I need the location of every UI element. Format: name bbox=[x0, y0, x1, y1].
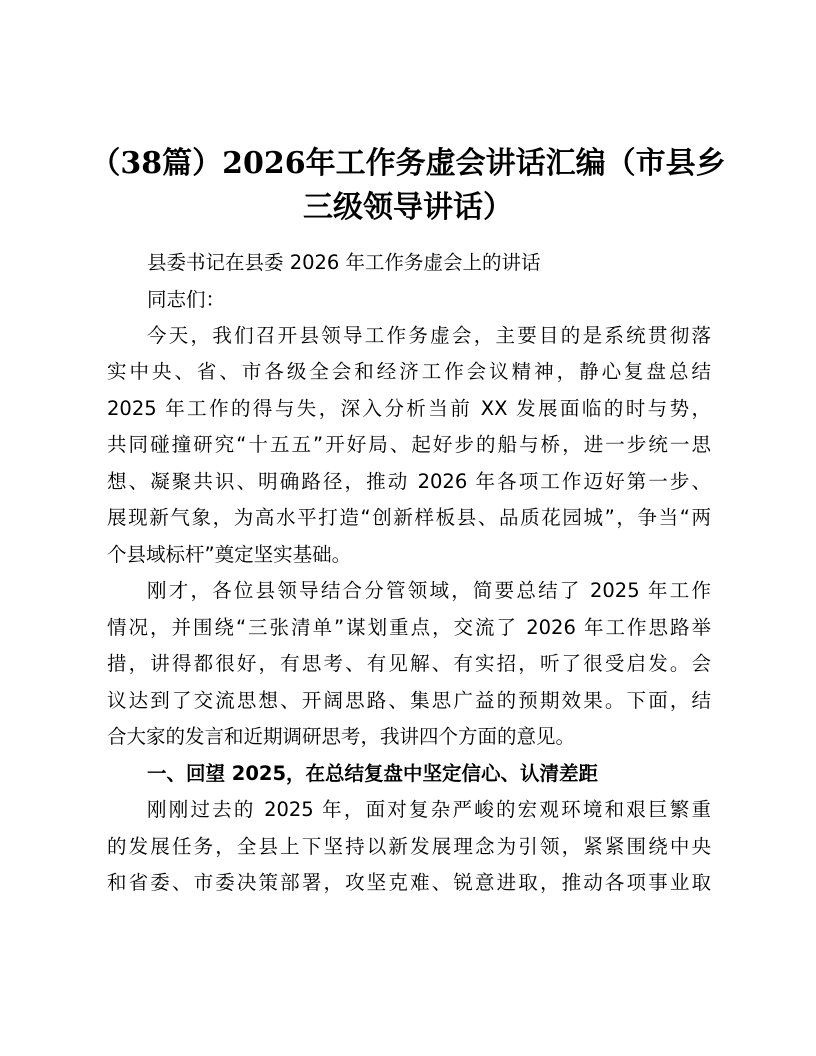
paragraph-line: 刚才，各位县领导结合分管领域，简要总结了 2025 年工作 bbox=[147, 579, 711, 602]
paragraph-line: 今天，我们召开县领导工作务虚会，主要目的是系统贯彻落 bbox=[147, 324, 711, 347]
paragraph-line: 刚刚过去的 2025 年，面对复杂严峻的宏观环境和艰巨繁重 bbox=[147, 798, 711, 821]
document-title-line-2: 三级领导讲话） bbox=[303, 190, 513, 225]
paragraph-line: 合大家的发言和近期调研思考，我讲四个方面的意见。 bbox=[107, 725, 576, 748]
paragraph-line: 措，讲得都很好，有思考、有见解、有实招，听了很受启发。会 bbox=[107, 652, 711, 675]
paragraph-line: 共同碰撞研究“十五五”开好局、起好步的船与桥，进一步统一思 bbox=[107, 433, 711, 456]
section-heading: 一、回望 2025，在总结复盘中坚定信心、认清差距 bbox=[147, 762, 599, 785]
speech-subtitle: 县委书记在县委 2026 年工作务虚会上的讲话 bbox=[147, 251, 541, 274]
salutation: 同志们： bbox=[147, 288, 226, 311]
paragraph-line: 情况，并围绕“三张清单”谋划重点，交流了 2026 年工作思路举 bbox=[107, 616, 711, 639]
document-title-line-1: （38篇）2026年工作务虚会讲话汇编（市县乡 bbox=[90, 146, 726, 181]
paragraph-line: 和省委、市委决策部署，攻坚克难、锐意进取，推动各项事业取 bbox=[107, 871, 711, 894]
paragraph-line: 2025 年工作的得与失，深入分析当前 XX 发展面临的时与势， bbox=[107, 397, 711, 420]
paragraph-line: 想、凝聚共识、明确路径，推动 2026 年各项工作迈好第一步、 bbox=[107, 470, 711, 493]
paragraph-line: 议达到了交流思想、开阔思路、集思广益的预期效果。下面，结 bbox=[107, 689, 711, 712]
paragraph-line: 的发展任务，全县上下坚持以新发展理念为引领，紧紧围绕中央 bbox=[107, 835, 711, 858]
paragraph-line: 个县域标杆”奠定坚实基础。 bbox=[107, 543, 352, 566]
paragraph-line: 实中央、省、市各级全会和经济工作会议精神，静心复盘总结 bbox=[107, 360, 711, 383]
paragraph-line: 展现新气象，为高水平打造“创新样板县、品质花园城”，争当“两 bbox=[107, 506, 711, 529]
